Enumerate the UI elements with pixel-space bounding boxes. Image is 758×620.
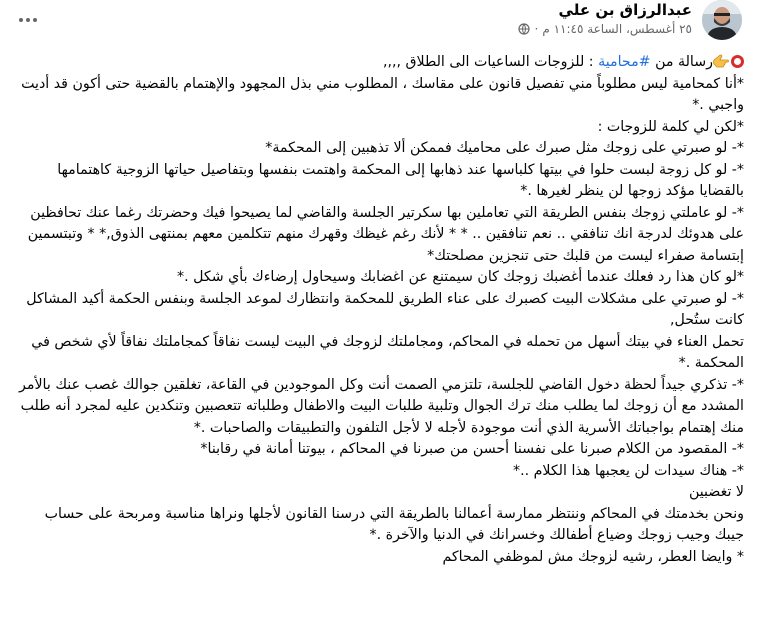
post-line: *لو كان هذا رد فعلك عندما أغضبك زوجك كان سيمتنع عن اغضابك وسيحاول إرضاءك بأي شكل .* — [177, 269, 744, 285]
meta-separator: · — [534, 22, 539, 36]
author-name[interactable]: عبدالرزاق بن علي — [558, 1, 692, 19]
more-options-icon[interactable] — [14, 6, 42, 34]
post-header — [0, 0, 758, 48]
intro-prefix: رسالة من — [650, 54, 713, 70]
post-meta — [518, 22, 692, 36]
post-line: لا تغضبين — [688, 484, 744, 500]
avatar[interactable] — [702, 0, 742, 40]
post-line: تحمل العناء في بيتك أسهل من تحمله في المحاكم، ومجاملتك لزوجك في البيت ليست نفاقاً كمجاملتك نفاقاً لأي شخص في المحكمة .* — [31, 333, 744, 371]
pointing-hand-icon — [713, 54, 729, 68]
post-line: *- لو عاملتي زوجك بنفس الطريقة التي تعاملين بها سكرتير الجلسة والقاضي لما يصيحوا فيك وحضرتك رغما عنك تحافظين على هدوئك لدرجة انك تنافقي .. نعم تنافقين .. * * لأنك رغم غيظك وقهرك منهم تتكلمين معهم بمنتهى الذوق,* * وتبتسمين إبتسامة صفراء ليست من قلبك حتى تنجزين مصلحتك* — [27, 204, 744, 264]
post-line: *- المقصود من الكلام صبرنا على نفسنا أحسن من صبرنا في المحاكم ، بيوتنا أمانة في رقابنا* — [200, 441, 744, 457]
post-line: *- لو صبرتي على مشكلات البيت كصبرك على عناء الطريق للمحكمة وانتظارك لموعد الجلسة وبنفس الحكمة أكيد المشاكل كانت ستُحل, — [26, 290, 744, 328]
post-intro — [14, 52, 744, 74]
post-line: *- هناك سيدات لن يعجبها هذا الكلام ..* — [512, 462, 744, 479]
post-line: *- تذكري جيداً لحظة دخول القاضي للجلسة، تلتزمي الصمت أنت وكل الموجودين في القاعة، تغلقين جوالك غصب عنك بالأمر المشدد مع أن زوجك لما يطلب منك ترك الجوال وتلبية طلبات البيت والاطفال وطلباته تتعصبين وتنكدين عليه لمجرد أنه طلب منك إهتمام بواجباتك الأسرية الذي أنت موجودة لأجله لا لأجل التلفون والتطبيقات والصاحبات .* — [19, 376, 744, 436]
post-line: *- لو صبرتي على زوجك مثل صبرك على محاميك فممكن ألا تذهبين إلى المحكمة* — [265, 140, 744, 156]
post-line: ونحن بخدمتك في المحاكم وننتظر ممارسة أعمالنا بالطريقة التي درسنا القانون لأجلها ونراها مناسبة ومربحة على حساب جيبك وجيب زوجك وضياع أطفالك وخسرانك في الدنيا والآخرة .* — [44, 505, 744, 543]
hashtag-link[interactable]: #محامية — [598, 54, 651, 70]
post-date[interactable]: ٢٥ أغسطس، الساعة ١١:٤٥ م — [542, 22, 692, 36]
post-line: *لكن لي كلمة للزوجات : — [597, 118, 744, 135]
intro-suffix: : للزوجات الساعيات الى الطلاق ,,,, — [382, 54, 599, 70]
red-circle-icon — [731, 55, 744, 68]
post-line: *أنا كمحامية ليس مطلوباً مني تفصيل قانون على مقاسك ، المطلوب مني بذل المجهود والإهتمام بالقضية حتى أكون قد أديت واجبي .* — [21, 75, 744, 113]
post-line: * وايضا العطر، رشيه لزوجك مش لموظفي المحاكم — [442, 548, 744, 565]
post-line: *- لو كل زوجة لبست حلوا في بيتها كلباسها عند ذهابها إلى المحكمة واهتمت بنفسها وبتفاصيل حياتها الزوجية كاهتمامها بالقضايا مؤكد زوجها لن ينظر لغيرها .* — [57, 161, 744, 199]
avatar-photo — [702, 0, 742, 40]
globe-icon — [518, 23, 530, 35]
post-body — [14, 52, 744, 568]
